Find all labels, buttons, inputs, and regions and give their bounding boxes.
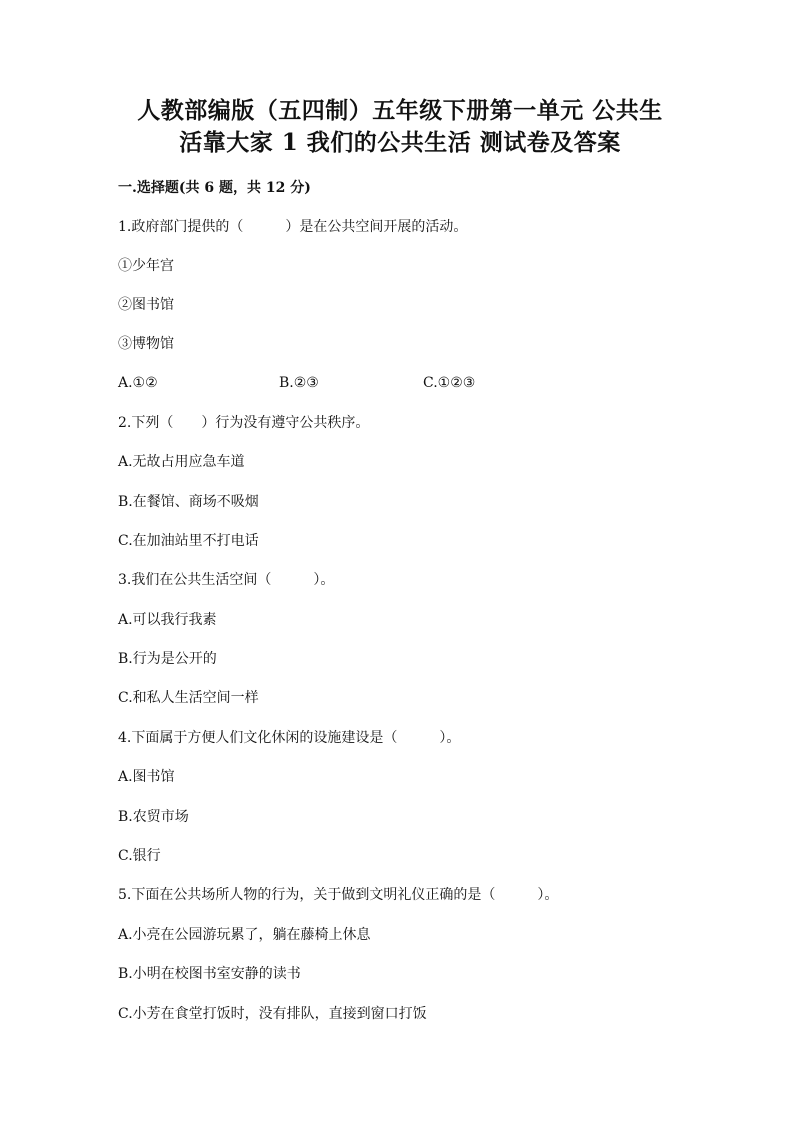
section-heading: 一.选择题(共 6 题，共 12 分) <box>118 180 311 196</box>
question-3-option-a: A.可以我行我素 <box>118 612 217 628</box>
question-3-stem: 3.我们在公共生活空间（ ）。 <box>118 572 335 588</box>
question-4-option-c: C.银行 <box>118 848 161 864</box>
question-1-options <box>118 373 638 393</box>
question-1-item-3: ③博物馆 <box>118 336 174 352</box>
question-5-option-a: A.小亮在公园游玩累了，躺在藤椅上休息 <box>118 927 371 943</box>
question-5-option-b: B.小明在校图书室安静的读书 <box>118 966 301 982</box>
question-1-option-a: A.①② <box>118 375 158 391</box>
question-2-option-b: B.在餐馆、商场不吸烟 <box>118 494 259 510</box>
question-4-option-b: B.农贸市场 <box>118 809 189 825</box>
question-1-item-1: ①少年宫 <box>118 258 174 274</box>
question-2-stem: 2.下列（ ）行为没有遵守公共秩序。 <box>118 415 370 431</box>
question-1-item-2: ②图书馆 <box>118 297 174 313</box>
question-1-stem: 1.政府部门提供的（ ）是在公共空间开展的活动。 <box>118 219 468 235</box>
question-2-option-a: A.无故占用应急车道 <box>118 454 245 470</box>
question-3-option-b: B.行为是公开的 <box>118 651 217 667</box>
title-line-2: 活靠大家 1 我们的公共生活 测试卷及答案 <box>179 129 621 156</box>
question-1-option-b: B.②③ <box>279 375 319 391</box>
question-4-stem: 4.下面属于方便人们文化休闲的设施建设是（ ）。 <box>118 730 461 746</box>
document-title <box>105 95 695 159</box>
question-3-option-c: C.和私人生活空间一样 <box>118 690 259 706</box>
question-4-option-a: A.图书馆 <box>118 769 175 785</box>
title-line-1: 人教部编版（五四制）五年级下册第一单元 公共生 <box>137 97 663 124</box>
question-2-option-c: C.在加油站里不打电话 <box>118 533 259 549</box>
question-5-stem: 5.下面在公共场所人物的行为，关于做到文明礼仪正确的是（ ）。 <box>118 887 559 903</box>
question-1-option-c: C.①②③ <box>423 375 476 391</box>
question-5-option-c: C.小芳在食堂打饭时，没有排队，直接到窗口打饭 <box>118 1006 427 1022</box>
